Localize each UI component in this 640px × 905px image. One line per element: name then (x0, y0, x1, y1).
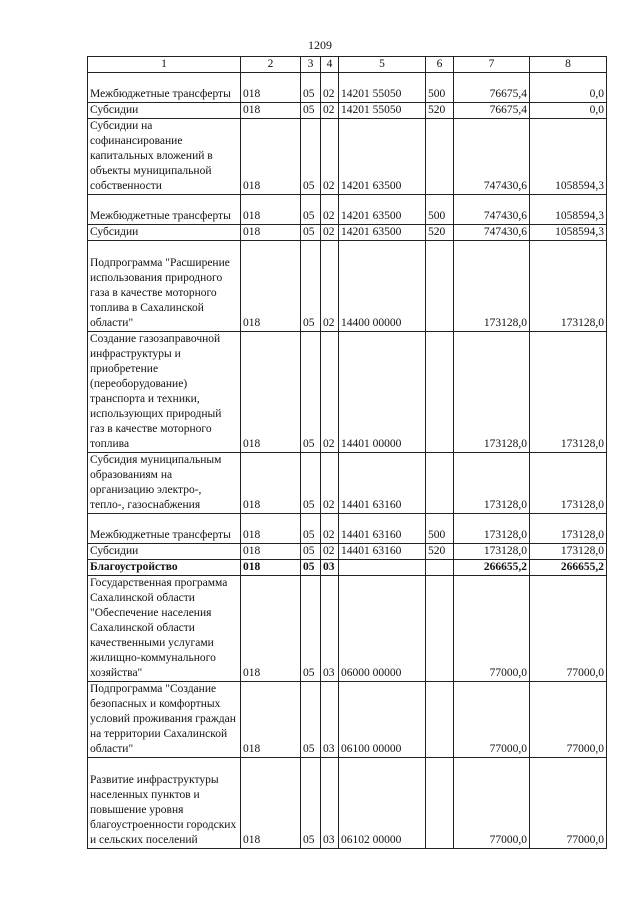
subsection-code-cell: 02 (321, 103, 339, 119)
admin-code-cell: 018 (241, 225, 301, 241)
row-name-cell: Подпрограмма "Создание безопасных и комфортных условий проживания граждан на территории Сахалинской области" (88, 682, 241, 758)
admin-code-cell: 018 (241, 576, 301, 682)
amount-year2-cell: 0,0 (530, 73, 607, 103)
table-row (88, 453, 607, 514)
table-row (88, 560, 607, 576)
row-name-cell: Субсидии (88, 103, 241, 119)
subsection-code-cell: 03 (321, 758, 339, 849)
target-article-cell: 14201 63500 (339, 225, 426, 241)
expense-type-cell: 500 (426, 195, 454, 225)
target-article-cell: 14201 63500 (339, 119, 426, 195)
amount-year2-cell: 173128,0 (530, 544, 607, 560)
table-header-row (88, 57, 607, 73)
budget-table (87, 56, 607, 849)
column-header: 5 (339, 57, 426, 73)
table-row (88, 225, 607, 241)
admin-code-cell: 018 (241, 119, 301, 195)
column-header: 4 (321, 57, 339, 73)
admin-code-cell: 018 (241, 544, 301, 560)
row-name-cell: Субсидия муниципальным образованиям на организацию электро-, тепло-, газоснабжения (88, 453, 241, 514)
expense-type-cell: 500 (426, 73, 454, 103)
section-code-cell: 05 (301, 514, 321, 544)
amount-year1-cell: 747430,6 (454, 225, 530, 241)
row-name-cell: Государственная программа Сахалинской области "Обеспечение населения Сахалинской области качественными услугами жилищно-коммунального хозяйства" (88, 576, 241, 682)
amount-year2-cell: 0,0 (530, 103, 607, 119)
amount-year1-cell: 747430,6 (454, 195, 530, 225)
section-code-cell: 05 (301, 73, 321, 103)
section-code-cell: 05 (301, 225, 321, 241)
amount-year2-cell: 77000,0 (530, 758, 607, 849)
amount-year1-cell: 747430,6 (454, 119, 530, 195)
column-header: 8 (530, 57, 607, 73)
target-article-cell: 14401 63160 (339, 453, 426, 514)
row-name-cell: Межбюджетные трансферты (88, 195, 241, 225)
table-row (88, 195, 607, 225)
admin-code-cell: 018 (241, 332, 301, 453)
expense-type-cell: 520 (426, 103, 454, 119)
row-name-cell: Межбюджетные трансферты (88, 73, 241, 103)
row-name-cell: Межбюджетные трансферты (88, 514, 241, 544)
section-code-cell: 05 (301, 332, 321, 453)
subsection-code-cell: 02 (321, 241, 339, 332)
section-code-cell: 05 (301, 103, 321, 119)
amount-year1-cell: 173128,0 (454, 544, 530, 560)
admin-code-cell: 018 (241, 758, 301, 849)
row-name-cell: Субсидии на софинансирование капитальных вложений в объекты муниципальной собственности (88, 119, 241, 195)
admin-code-cell: 018 (241, 241, 301, 332)
page-number: 1209 (308, 38, 332, 52)
expense-type-cell (426, 758, 454, 849)
expense-type-cell (426, 682, 454, 758)
expense-type-cell (426, 332, 454, 453)
column-header: 6 (426, 57, 454, 73)
amount-year2-cell: 266655,2 (530, 560, 607, 576)
section-code-cell: 05 (301, 453, 321, 514)
section-code-cell: 05 (301, 544, 321, 560)
table-row (88, 73, 607, 103)
section-code-cell: 05 (301, 195, 321, 225)
section-code-cell: 05 (301, 241, 321, 332)
amount-year2-cell: 173128,0 (530, 514, 607, 544)
subsection-code-cell: 02 (321, 514, 339, 544)
amount-year1-cell: 266655,2 (454, 560, 530, 576)
expense-type-cell (426, 576, 454, 682)
section-code-cell: 05 (301, 119, 321, 195)
table-row (88, 576, 607, 682)
amount-year1-cell: 77000,0 (454, 576, 530, 682)
subsection-code-cell: 03 (321, 682, 339, 758)
column-header: 3 (301, 57, 321, 73)
table-row (88, 119, 607, 195)
amount-year1-cell: 173128,0 (454, 241, 530, 332)
row-name-cell: Субсидии (88, 544, 241, 560)
admin-code-cell: 018 (241, 73, 301, 103)
column-header: 1 (88, 57, 241, 73)
table-row (88, 758, 607, 849)
subsection-code-cell: 03 (321, 560, 339, 576)
row-name-cell: Создание газозаправочной инфраструктуры и приобретение (переоборудование) транспорта и техники, использующих природный газ в качестве моторного топлива (88, 332, 241, 453)
amount-year2-cell: 1058594,3 (530, 195, 607, 225)
expense-type-cell (426, 119, 454, 195)
target-article-cell: 06000 00000 (339, 576, 426, 682)
subsection-code-cell: 02 (321, 119, 339, 195)
target-article-cell: 14201 55050 (339, 73, 426, 103)
amount-year1-cell: 173128,0 (454, 514, 530, 544)
subsection-code-cell: 02 (321, 225, 339, 241)
target-article-cell: 14401 00000 (339, 332, 426, 453)
table-row (88, 544, 607, 560)
target-article-cell: 06102 00000 (339, 758, 426, 849)
target-article-cell: 14401 63160 (339, 544, 426, 560)
amount-year1-cell: 76675,4 (454, 103, 530, 119)
subsection-code-cell: 02 (321, 73, 339, 103)
amount-year2-cell: 1058594,3 (530, 225, 607, 241)
section-code-cell: 05 (301, 560, 321, 576)
expense-type-cell: 520 (426, 544, 454, 560)
admin-code-cell: 018 (241, 453, 301, 514)
table-row (88, 103, 607, 119)
target-article-cell: 06100 00000 (339, 682, 426, 758)
table-row (88, 241, 607, 332)
column-header: 7 (454, 57, 530, 73)
admin-code-cell: 018 (241, 682, 301, 758)
admin-code-cell: 018 (241, 560, 301, 576)
target-article-cell: 14201 63500 (339, 195, 426, 225)
section-code-cell: 05 (301, 576, 321, 682)
amount-year2-cell: 173128,0 (530, 332, 607, 453)
target-article-cell: 14401 63160 (339, 514, 426, 544)
amount-year2-cell: 77000,0 (530, 576, 607, 682)
expense-type-cell: 520 (426, 225, 454, 241)
table-row (88, 332, 607, 453)
amount-year2-cell: 173128,0 (530, 453, 607, 514)
amount-year1-cell: 173128,0 (454, 453, 530, 514)
row-name-cell: Развитие инфраструктуры населенных пунктов и повышение уровня благоустроенности городских и сельских поселений (88, 758, 241, 849)
amount-year1-cell: 77000,0 (454, 682, 530, 758)
amount-year2-cell: 77000,0 (530, 682, 607, 758)
expense-type-cell: 500 (426, 514, 454, 544)
target-article-cell: 14400 00000 (339, 241, 426, 332)
admin-code-cell: 018 (241, 514, 301, 544)
expense-type-cell (426, 241, 454, 332)
admin-code-cell: 018 (241, 103, 301, 119)
row-name-cell: Благоустройство (88, 560, 241, 576)
admin-code-cell: 018 (241, 195, 301, 225)
expense-type-cell (426, 453, 454, 514)
amount-year1-cell: 77000,0 (454, 758, 530, 849)
section-code-cell: 05 (301, 682, 321, 758)
target-article-cell: 14201 55050 (339, 103, 426, 119)
amount-year2-cell: 173128,0 (530, 241, 607, 332)
column-header: 2 (241, 57, 301, 73)
section-code-cell: 05 (301, 758, 321, 849)
amount-year1-cell: 76675,4 (454, 73, 530, 103)
subsection-code-cell: 02 (321, 195, 339, 225)
expense-type-cell (426, 560, 454, 576)
subsection-code-cell: 02 (321, 544, 339, 560)
row-name-cell: Подпрограмма "Расширение использования природного газа в качестве моторного топлива в Сахалинской области" (88, 241, 241, 332)
amount-year1-cell: 173128,0 (454, 332, 530, 453)
amount-year2-cell: 1058594,3 (530, 119, 607, 195)
subsection-code-cell: 03 (321, 576, 339, 682)
subsection-code-cell: 02 (321, 332, 339, 453)
table-row (88, 514, 607, 544)
table-row (88, 682, 607, 758)
row-name-cell: Субсидии (88, 225, 241, 241)
target-article-cell (339, 560, 426, 576)
subsection-code-cell: 02 (321, 453, 339, 514)
